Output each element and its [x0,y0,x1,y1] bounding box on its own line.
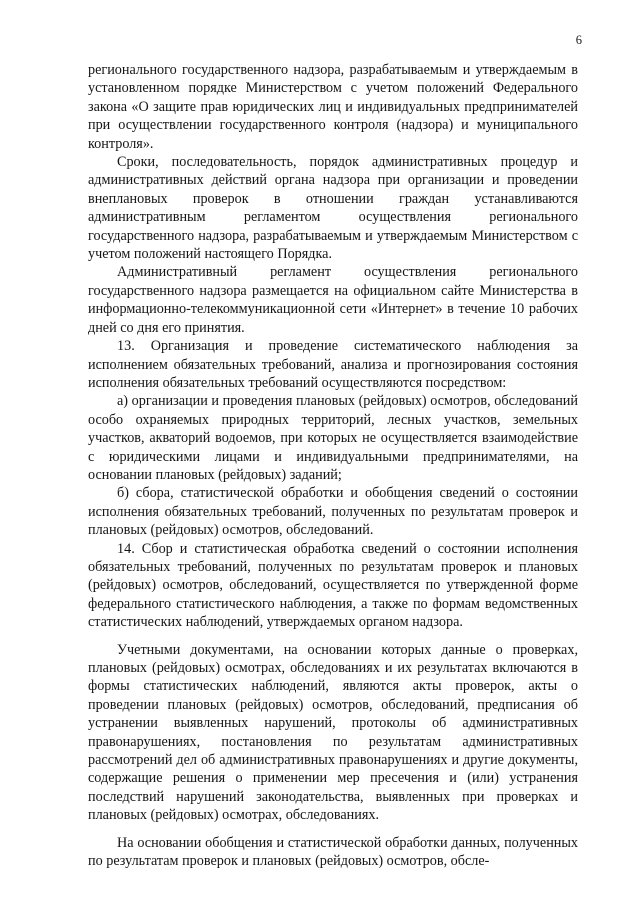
document-body [88,61,578,870]
paragraph-continuation: регионального государственного надзора, разрабатываемым и утверждаемым в установленном порядке Министерством с учетом положений Федерального закона «О защите прав юридических лиц и индивидуальных предпринимателей при осуществлении государственного контроля (надзора) и муниципального контроля». [88,62,578,152]
page-number: 6 [575,33,582,47]
paragraph-item-13b: б) сбора, статистической обработки и обобщения сведений о состоянии исполнения обязательных требований, полученных по результатам проверок и плановых (рейдовых) осмотров, обследований. [88,485,578,539]
paragraph-regulation-publication: Административный регламент осуществления регионального государственного надзора размещается на официальном сайте Министерства в информационно-телекоммуникационной сети «Интернет» в течение 10 рабочих дней со дня его принятия. [88,264,578,336]
paragraph-data-generalization: На основании обобщения и статистической обработки данных, полученных по результатам проверок и плановых (рейдовых) осмотров, обсле- [88,834,578,870]
paragraph-item-13: 13. Организация и проведение систематического наблюдения за исполнением обязательных требований, анализа и прогнозирования состояния исполнения обязательных требований осуществляются посредством: [88,338,578,391]
paragraph-inspection-terms: Сроки, последовательность, порядок административных процедур и административных действий органа надзора при организации и проведении внеплановых проверок в отношении граждан устанавливаются административным регламентом осуществления регионального государственного надзора, разрабатываемым и утверждаемым Министерством с учетом положений настоящего Порядка. [88,154,578,263]
paragraph-item-14: 14. Сбор и статистическая обработка сведений о состоянии исполнения обязательных требований, полученных по результатам проверок и плановых (рейдовых) осмотров, обследований, осуществляется по утвержденной форме федерального статистического наблюдения, а также по формам ведомственных статистических наблюдений, утверждаемых органом надзора. [88,540,578,631]
paragraph-item-13a: а) организации и проведения плановых (рейдовых) осмотров, обследований особо охраняемых природных территорий, лесных участков, земельных участков, акваторий водоемов, при которых не осуществляется взаимодействие с юридическими лицами и индивидуальными предпринимателями, на основании плановых (рейдовых) заданий; [88,393,578,483]
paragraph-accounting-documents: Учетными документами, на основании которых данные о проверках, плановых (рейдовых) осмотрах, обследованиях и их результатах включаются в формы статистических наблюдений, являются акты проверок, акты о проведении плановых (рейдовых) осмотров, обследований, предписания об устранении выявленных нарушений, протоколы об административных правонарушениях, постановления по результатам административных рассмотрений дел об административных правонарушениях и другие документы, содержащие решения о применении мер пресечения и (или) устранения последствий нарушений законодательства, выявленных при проверках и плановых (рейдовых) осмотрах, обследованиях. [88,641,578,824]
